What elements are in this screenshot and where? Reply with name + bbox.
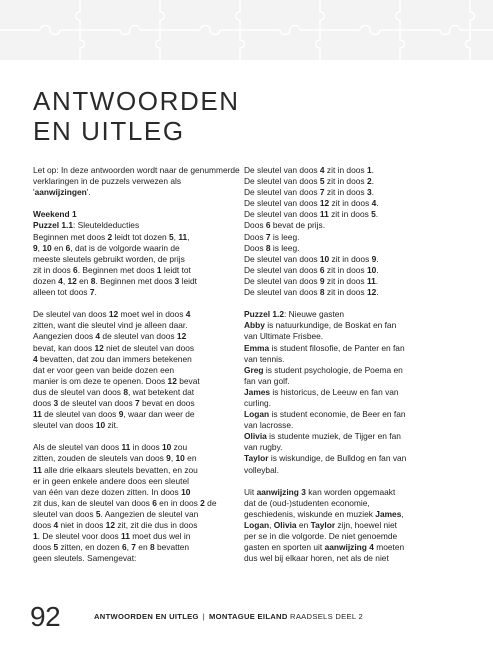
text-line bbox=[33, 276, 241, 287]
emphasis-text: Logan bbox=[244, 520, 270, 530]
body-text: dus de sleutel van doos bbox=[33, 386, 124, 397]
emphasis-text: 9 bbox=[319, 275, 325, 286]
body-text: De sleutel van doos bbox=[244, 253, 320, 264]
puzzle-heading bbox=[33, 220, 241, 231]
puzzle-title-2: : Nieuwe gasten bbox=[284, 309, 345, 320]
text-line bbox=[33, 331, 241, 342]
emphasis-text: 2 bbox=[107, 231, 113, 242]
body-text: . bbox=[375, 275, 379, 286]
text-line bbox=[33, 398, 241, 409]
emphasis-text: 11 bbox=[366, 275, 376, 286]
body-text: Aangezien doos bbox=[33, 331, 96, 342]
body-text: zit in doos bbox=[324, 264, 367, 275]
body-text: is historicus, de Leeuw en fan van bbox=[270, 386, 399, 397]
body-text: . Aangezien de sleutel van bbox=[100, 508, 199, 519]
body-text: , bbox=[126, 542, 132, 553]
body-text: , waar dan weer de bbox=[123, 409, 195, 420]
emphasis-text: 10 bbox=[162, 442, 172, 453]
body-text: leidt tot bbox=[161, 264, 191, 275]
page-title-line-2: EN UITLEG bbox=[33, 116, 185, 146]
emphasis-text: 12 bbox=[176, 331, 187, 342]
body-text: manier is om deze te openen. Doos bbox=[33, 375, 168, 386]
text-line bbox=[244, 220, 452, 231]
body-text: De sleutel van doos bbox=[244, 209, 320, 220]
emphasis-text: 9 bbox=[371, 253, 377, 264]
text-line bbox=[244, 398, 452, 409]
body-text: . bbox=[94, 287, 97, 298]
puzzle-pattern-header-band bbox=[0, 0, 493, 60]
emphasis-text: 11 bbox=[121, 531, 130, 542]
body-text: doos bbox=[33, 397, 54, 408]
emphasis-text: 12 bbox=[94, 342, 104, 353]
emphasis-text: aanwijzing 3 bbox=[256, 486, 306, 497]
body-text: zit in doos bbox=[329, 253, 372, 264]
week-heading bbox=[33, 209, 241, 220]
emphasis-text: James bbox=[375, 508, 402, 519]
body-text: De sleutel van doos bbox=[244, 287, 320, 298]
body-text: zit in doos bbox=[328, 209, 372, 220]
emphasis-text: 12 bbox=[366, 287, 377, 298]
body-text: dus wel bij elkaar horen, net als de niet bbox=[244, 553, 389, 564]
body-text: fan van golf. bbox=[244, 375, 290, 386]
running-head bbox=[94, 612, 363, 622]
body-text: is studente muziek, de Tijger en fan bbox=[266, 431, 401, 442]
body-text: van lacrosse. bbox=[244, 420, 294, 431]
emphasis-text: 11 bbox=[33, 409, 42, 420]
body-text: De sleutel van doos bbox=[244, 187, 320, 198]
answer-paragraph bbox=[33, 309, 241, 431]
body-text: , bbox=[37, 242, 43, 253]
emphasis-text: 10 bbox=[175, 453, 185, 464]
text-line bbox=[244, 320, 452, 331]
emphasis-text: 12 bbox=[319, 198, 330, 209]
body-text: zit, zit die dus in doos bbox=[115, 520, 198, 530]
emphasis-text: 8 bbox=[149, 542, 155, 553]
body-text: alleen tot doos bbox=[33, 287, 90, 298]
text-line bbox=[33, 365, 241, 376]
emphasis-text: 12 bbox=[67, 275, 77, 286]
body-text: zit in doos bbox=[324, 287, 367, 298]
body-text: de sleutel van doos bbox=[41, 409, 119, 420]
body-text: leidt tot dozen bbox=[112, 231, 169, 242]
body-text: doos bbox=[33, 520, 54, 530]
body-text: en bbox=[184, 453, 197, 464]
emphasis-text: 5 bbox=[95, 508, 101, 519]
emphasis-text: 6 bbox=[65, 242, 71, 253]
body-text: sleutel van doos bbox=[33, 508, 96, 519]
text-line bbox=[244, 343, 452, 354]
emphasis-text: 7 bbox=[131, 542, 136, 553]
page-title bbox=[33, 86, 240, 146]
body-text: , bbox=[269, 520, 274, 530]
body-text: is student economie, de Beer en fan bbox=[269, 409, 406, 420]
emphasis-text: 6 bbox=[265, 220, 271, 231]
emphasis-text: 4 bbox=[95, 331, 101, 342]
intro-text: Let op: In deze antwoorden wordt naar de genummerde verklaringen in de puzzels verwezen als ' bbox=[33, 165, 240, 198]
body-text: . bbox=[376, 253, 379, 264]
text-line bbox=[33, 531, 241, 542]
emphasis-text: 7 bbox=[265, 231, 271, 242]
body-text: zit in doos bbox=[324, 187, 367, 198]
body-text: kan worden opgemaakt bbox=[305, 486, 396, 497]
emphasis-text: 11 bbox=[121, 442, 131, 453]
body-text: zit in doos bbox=[324, 275, 367, 286]
body-text: zit in doos bbox=[324, 165, 367, 175]
body-text: doos bbox=[33, 542, 54, 553]
emphasis-text: Olivia bbox=[244, 431, 267, 442]
page-title-line-1: ANTWOORDEN bbox=[33, 86, 240, 116]
body-text: is leeg. bbox=[270, 242, 300, 253]
text-line bbox=[244, 209, 452, 220]
running-head-separator: | bbox=[202, 612, 205, 621]
body-text: moeten bbox=[373, 542, 405, 553]
body-text: , wat betekent dat bbox=[128, 386, 195, 397]
running-head-section: ANTWOORDEN EN UITLEG bbox=[94, 612, 199, 621]
emphasis-text: 11 bbox=[319, 209, 329, 220]
body-text: . bbox=[376, 264, 379, 275]
text-line bbox=[244, 487, 452, 498]
emphasis-text: 5 bbox=[168, 231, 174, 242]
body-text: . bbox=[371, 176, 374, 187]
body-text: is wiskundige, de Bulldog en fan van bbox=[268, 453, 407, 464]
text-line bbox=[244, 431, 452, 442]
emphasis-text: 11 bbox=[33, 464, 42, 475]
body-text: van één van deze dozen zitten. In doos bbox=[33, 486, 182, 497]
emphasis-text: 10 bbox=[366, 264, 377, 275]
text-line bbox=[33, 509, 241, 520]
body-text: curling. bbox=[244, 397, 271, 408]
text-line bbox=[244, 498, 452, 509]
text-line bbox=[244, 376, 452, 387]
emphasis-text: 4 bbox=[185, 309, 191, 320]
text-line bbox=[33, 320, 241, 331]
body-text: per se in die volgorde. De niet genoemde bbox=[244, 531, 398, 542]
body-text: , bbox=[170, 453, 176, 464]
body-text: Doos bbox=[244, 242, 266, 253]
text-line bbox=[244, 176, 452, 187]
body-text: van rugby. bbox=[244, 442, 283, 453]
body-text: moet dus wel in bbox=[129, 531, 191, 542]
week-heading-text: Weekend 1 bbox=[33, 209, 77, 220]
text-line bbox=[244, 165, 452, 176]
body-text: De sleutel van doos bbox=[244, 176, 320, 187]
emphasis-text: Emma bbox=[244, 342, 270, 353]
body-text: alle drie elkaars sleutels bevatten, en zou bbox=[41, 464, 198, 475]
emphasis-text: aanwijzing 4 bbox=[324, 542, 374, 553]
emphasis-text: 5 bbox=[319, 176, 325, 187]
text-line bbox=[244, 442, 452, 453]
emphasis-text: 10 bbox=[319, 253, 330, 264]
emphasis-text: 5 bbox=[371, 209, 376, 220]
emphasis-text: 1 bbox=[366, 165, 372, 175]
body-text: Beginnen met doos bbox=[33, 231, 108, 242]
emphasis-text: 11 bbox=[178, 231, 188, 242]
body-text: . Beginnen met doos bbox=[95, 275, 175, 286]
body-text: geschiedenis, wiskunde en muziek bbox=[244, 508, 376, 519]
text-line bbox=[244, 509, 452, 520]
right-text-column bbox=[244, 165, 452, 575]
body-text: . bbox=[375, 209, 379, 220]
body-text: zijn, hoewel niet bbox=[335, 520, 398, 530]
emphasis-text: 12 bbox=[167, 375, 177, 386]
body-text: zit in doos bbox=[324, 176, 367, 187]
text-line bbox=[244, 409, 452, 420]
body-text: bevat de prijs. bbox=[270, 220, 326, 231]
text-line bbox=[244, 542, 452, 553]
text-line bbox=[244, 331, 452, 342]
body-text: De sleutel van doos bbox=[244, 165, 320, 175]
body-text: zitten, zouden de sleutels van doos bbox=[33, 453, 167, 464]
text-line bbox=[244, 387, 452, 398]
emphasis-text: 6 bbox=[319, 264, 325, 275]
emphasis-text: 6 bbox=[73, 264, 78, 275]
body-text: dat er voor geen van beide dozen een bbox=[33, 364, 175, 375]
body-text: Als de sleutel van doos bbox=[33, 442, 122, 453]
body-text: . bbox=[376, 287, 379, 298]
puzzle-label-2: Puzzel 1.2 bbox=[244, 309, 285, 320]
text-line bbox=[244, 553, 452, 564]
text-line bbox=[244, 265, 452, 276]
text-line bbox=[33, 520, 241, 531]
text-line bbox=[33, 476, 241, 487]
emphasis-text: 10 bbox=[95, 420, 106, 431]
body-text: leidt bbox=[179, 275, 197, 286]
puzzle-heading-2 bbox=[244, 309, 452, 320]
text-line bbox=[244, 232, 452, 243]
emphasis-text: 12 bbox=[105, 520, 115, 530]
body-text: de bbox=[204, 497, 217, 508]
text-line bbox=[244, 287, 452, 298]
body-text: zit dus, kan de sleutel van doos bbox=[33, 497, 153, 508]
body-text: van tennis. bbox=[244, 353, 285, 364]
emphasis-text: Taylor bbox=[310, 520, 336, 530]
emphasis-text: 4 bbox=[319, 165, 325, 175]
jigsaw-pattern-icon bbox=[0, 0, 493, 60]
body-text: van Ultimate Frisbee. bbox=[244, 331, 324, 342]
body-text: is leeg. bbox=[270, 231, 300, 242]
body-text: . bbox=[371, 187, 374, 198]
emphasis-text: 12 bbox=[108, 309, 119, 320]
body-text: zit. bbox=[105, 420, 119, 431]
text-line bbox=[33, 420, 241, 431]
body-text: De sleutel van doos bbox=[244, 275, 320, 286]
body-text: gasten en sporten uit bbox=[244, 542, 325, 553]
body-text: Doos bbox=[244, 231, 266, 242]
text-line bbox=[33, 232, 241, 243]
emphasis-text: 8 bbox=[265, 242, 271, 253]
text-line bbox=[244, 453, 452, 464]
body-text: , bbox=[62, 275, 68, 286]
body-text: zit in doos bbox=[329, 198, 372, 209]
body-text: er in geen enkele andere doos een sleutel bbox=[33, 475, 189, 486]
emphasis-text: 1 bbox=[33, 531, 38, 542]
puzzle-label: Puzzel 1.1 bbox=[33, 220, 74, 231]
body-text: . bbox=[376, 198, 379, 209]
text-line bbox=[33, 409, 241, 420]
body-text: en bbox=[135, 542, 150, 553]
puzzle-title: : Sleuteldeducties bbox=[73, 220, 140, 231]
text-line bbox=[244, 465, 452, 476]
body-text: bevatten bbox=[154, 542, 190, 553]
body-text: en bbox=[76, 275, 91, 286]
emphasis-text: Logan bbox=[244, 409, 270, 420]
intro-paragraph bbox=[33, 165, 241, 198]
body-text: is student filosofie, de Panter en fan bbox=[269, 342, 405, 353]
text-line bbox=[244, 354, 452, 365]
emphasis-text: 9 bbox=[166, 453, 171, 464]
text-line bbox=[33, 354, 241, 365]
summary-list bbox=[244, 165, 452, 298]
body-text: bevat en doos bbox=[139, 397, 195, 408]
body-text: de sleutel van doos bbox=[58, 397, 135, 408]
emphasis-text: 2 bbox=[200, 497, 205, 508]
text-line bbox=[33, 343, 241, 354]
body-text: in doos bbox=[130, 442, 162, 453]
body-text: en in doos bbox=[156, 497, 201, 508]
emphasis-text: 8 bbox=[90, 275, 96, 286]
body-text: zitten, en dozen bbox=[58, 542, 122, 553]
intro-text-end: '. bbox=[86, 187, 91, 198]
body-text: is natuurkundige, de Boskat en fan bbox=[264, 320, 397, 331]
text-line bbox=[244, 276, 452, 287]
text-line bbox=[244, 187, 452, 198]
page-number: 92 bbox=[30, 601, 61, 632]
text-line bbox=[33, 387, 241, 398]
body-text: sleutel van doos bbox=[33, 420, 96, 431]
body-text: . Beginnen met doos bbox=[77, 264, 157, 275]
emphasis-text: Abby bbox=[244, 320, 265, 331]
body-text: . bbox=[371, 165, 374, 175]
body-text: moet wel in doos bbox=[118, 309, 186, 320]
body-text: , bbox=[401, 508, 404, 519]
body-text: de sleutel van doos bbox=[100, 331, 177, 342]
emphasis-text: 3 bbox=[174, 275, 180, 286]
emphasis-text: 10 bbox=[181, 486, 191, 497]
emphasis-text: 9 bbox=[118, 409, 124, 420]
emphasis-text: 9 bbox=[33, 242, 38, 253]
closing-paragraph bbox=[244, 487, 452, 565]
emphasis-text: Taylor bbox=[244, 453, 269, 464]
emphasis-text: 4 bbox=[371, 198, 377, 209]
body-text: dat de (oud-)studenten economie, bbox=[244, 497, 370, 508]
body-text: is student psychologie, de Poema en bbox=[263, 364, 403, 375]
text-line bbox=[244, 254, 452, 265]
text-line bbox=[244, 365, 452, 376]
text-line bbox=[33, 498, 241, 509]
body-text: geen sleutels. Samengevat: bbox=[33, 553, 137, 564]
emphasis-text: 10 bbox=[42, 242, 52, 253]
emphasis-text: 7 bbox=[89, 287, 95, 298]
emphasis-text: 4 bbox=[58, 275, 63, 286]
answer-paragraph bbox=[33, 442, 241, 564]
body-text: dozen bbox=[33, 275, 59, 286]
text-line bbox=[244, 198, 452, 209]
body-text: , bbox=[173, 231, 179, 242]
emphasis-text: Olivia bbox=[273, 520, 297, 530]
guest-list bbox=[244, 320, 452, 475]
text-line bbox=[33, 309, 241, 320]
text-line bbox=[33, 287, 241, 298]
text-line bbox=[33, 265, 241, 276]
emphasis-text: 3 bbox=[366, 187, 372, 198]
text-line bbox=[244, 531, 452, 542]
body-text: bevatten, dat zou dan immers betekenen bbox=[37, 353, 192, 364]
body-text: , bbox=[187, 231, 190, 242]
body-text: De sleutel van doos bbox=[244, 198, 320, 209]
emphasis-text: 8 bbox=[123, 386, 128, 397]
text-line bbox=[33, 254, 241, 265]
text-line bbox=[244, 420, 452, 431]
body-text: , dat is de volgorde waarin de bbox=[70, 242, 180, 253]
page-footer bbox=[0, 600, 493, 640]
text-line bbox=[33, 453, 241, 464]
text-line bbox=[33, 542, 241, 553]
left-text-column bbox=[33, 165, 241, 575]
text-line bbox=[244, 520, 452, 531]
body-text: De sleutel van doos bbox=[244, 264, 320, 275]
emphasis-text: 5 bbox=[53, 542, 59, 553]
text-line bbox=[244, 243, 452, 254]
text-line bbox=[33, 487, 241, 498]
running-head-book-title: MONTAGUE EILAND bbox=[209, 612, 288, 621]
text-line bbox=[33, 243, 241, 254]
text-line bbox=[33, 376, 241, 387]
body-text: meeste sleutels gebruikt worden, de prijs bbox=[33, 253, 185, 264]
body-text: zit in doos bbox=[33, 264, 74, 275]
intro-emphasis: aanwijzingen bbox=[34, 187, 87, 198]
emphasis-text: 8 bbox=[319, 287, 325, 298]
emphasis-text: 6 bbox=[152, 497, 157, 508]
emphasis-text: 1 bbox=[156, 264, 162, 275]
emphasis-text: 4 bbox=[53, 520, 59, 530]
body-text: bevat, kan doos bbox=[33, 342, 95, 353]
body-text: De sleutel van doos bbox=[33, 309, 109, 320]
body-text: niet de sleutel van doos bbox=[103, 342, 195, 353]
emphasis-text: 7 bbox=[319, 187, 325, 198]
emphasis-text: James bbox=[244, 386, 271, 397]
running-head-book-subtitle: RAADSELS DEEL 2 bbox=[290, 612, 364, 621]
body-text: volleybal. bbox=[244, 464, 279, 475]
body-text: en bbox=[51, 242, 66, 253]
body-text: . De sleutel voor doos bbox=[37, 531, 122, 542]
emphasis-text: 7 bbox=[135, 397, 140, 408]
emphasis-text: Greg bbox=[244, 364, 264, 375]
body-text: zitten, want die sleutel vind je alleen daar. bbox=[33, 320, 188, 331]
text-line bbox=[33, 553, 241, 564]
body-text: Uit bbox=[244, 486, 257, 497]
body-text: Doos bbox=[244, 220, 266, 231]
emphasis-text: 4 bbox=[33, 353, 38, 364]
body-text: zou bbox=[171, 442, 188, 453]
emphasis-text: 2 bbox=[366, 176, 372, 187]
body-text: en bbox=[296, 520, 311, 530]
body-text: niet in doos bbox=[58, 520, 106, 530]
emphasis-text: 6 bbox=[121, 542, 127, 553]
body-text: bevat bbox=[176, 375, 200, 386]
emphasis-text: 3 bbox=[53, 397, 59, 408]
answer-paragraph bbox=[33, 232, 241, 299]
text-line bbox=[33, 442, 241, 453]
text-line bbox=[33, 465, 241, 476]
